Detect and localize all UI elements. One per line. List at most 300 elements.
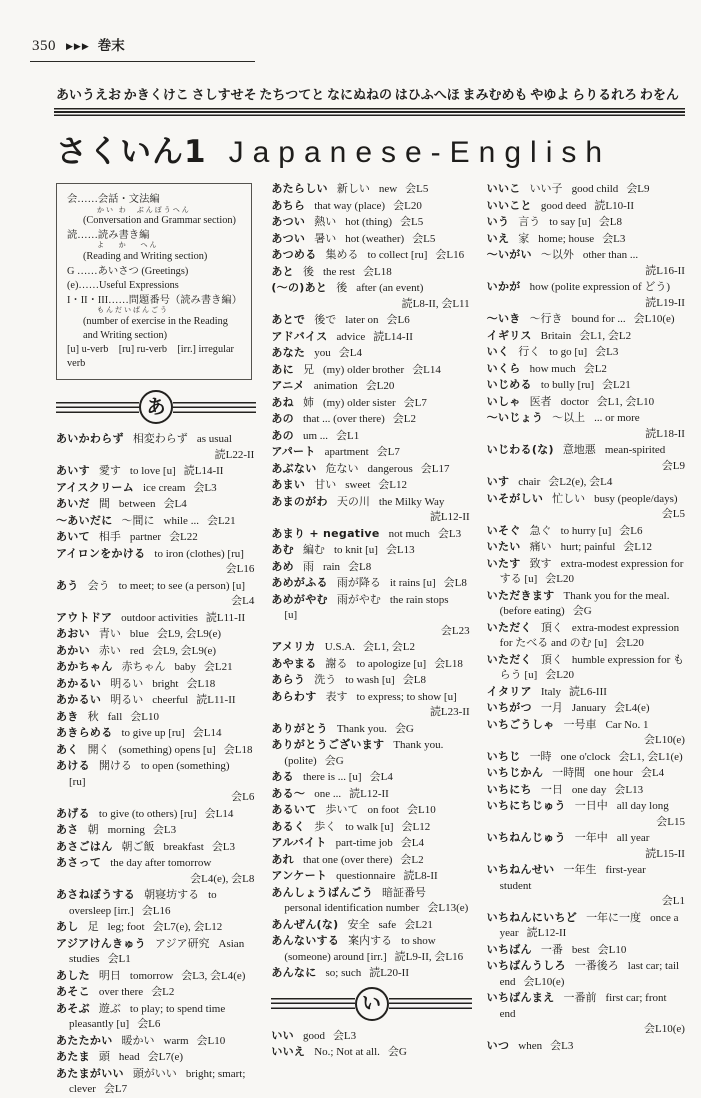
entry-ref-line	[500, 847, 687, 863]
dictionary-entry	[56, 578, 256, 610]
entry-ref: 会L18	[363, 265, 392, 278]
dictionary-entry	[271, 802, 471, 819]
entry-kana: いただく	[486, 620, 532, 634]
entry-kanji: 暖かい	[121, 1034, 155, 1047]
entry-kana: あき	[56, 709, 79, 723]
entry-kanji: 一時	[529, 750, 552, 763]
entry-english: the rest	[322, 265, 356, 278]
entry-english: to give up [ru]	[121, 727, 185, 740]
entry-english: to show (someone) around [irr.]	[284, 935, 436, 963]
dictionary-entry	[271, 819, 471, 836]
entry-kanji: 後	[336, 282, 348, 294]
entry-kanji: ～以上	[552, 412, 586, 424]
entry-kana: ～いじょう	[486, 411, 544, 424]
legend-item	[67, 265, 243, 279]
kana-group: なにぬねの	[326, 88, 392, 103]
legend-item	[67, 343, 243, 370]
entry-ref: 会L12	[378, 479, 408, 491]
entry-ref: 会L20	[545, 669, 574, 681]
entry-ref: 会L16	[141, 904, 171, 917]
entry-kanji: 天の川	[336, 495, 370, 508]
entry-english: between	[118, 498, 156, 511]
entry-ref: 会L2	[400, 853, 424, 866]
entry-kana: あいて	[56, 530, 90, 544]
entry-kanji: 暗証番号	[382, 886, 427, 899]
entry-ref: 会L3	[602, 232, 626, 245]
entry-kana: ～いがい	[486, 248, 532, 261]
dictionary-entry	[56, 758, 256, 806]
entry-english: the Milky Way	[378, 495, 445, 508]
entry-kana: いいこと	[486, 198, 532, 212]
entry-ref: 会L9, 会L9(e)	[151, 644, 217, 657]
entry-kanji: ～行き	[529, 313, 563, 325]
entry-kanji: 遊ぶ	[98, 1002, 121, 1015]
entry-kana: あの	[271, 412, 294, 425]
entry-kana: あさ	[56, 823, 79, 837]
dictionary-entry	[56, 529, 256, 546]
dictionary-entry	[56, 463, 256, 480]
entry-kanji: 致す	[529, 557, 552, 570]
entry-english: new	[378, 183, 398, 195]
dictionary-entry	[271, 428, 471, 445]
entry-kanji: 明日	[98, 969, 121, 982]
entry-ref: 会L1, 会L2	[363, 641, 415, 653]
entry-kana: あいだ	[56, 497, 90, 511]
entry-kana: あるく	[271, 819, 306, 833]
entry-ref-line	[500, 264, 687, 280]
legend-main-text: 会……会話・文法編	[67, 194, 160, 205]
entry-english: red	[129, 644, 144, 657]
entry-kana: アパート	[271, 445, 316, 458]
entry-english: cheerful	[152, 694, 189, 707]
entry-ref: 会L9	[626, 183, 650, 195]
dictionary-entry	[271, 378, 471, 395]
legend-main-text: I・II・III……問題番号（読み書き編）	[67, 294, 243, 306]
entry-english: morning	[107, 824, 145, 837]
dictionary-entry	[271, 329, 471, 346]
entry-kanji: 謝る	[325, 657, 348, 670]
entry-kanji: ～以外	[540, 249, 574, 261]
entry-kanji: 後で	[314, 314, 337, 326]
entry-ref-line	[69, 448, 256, 464]
entry-ref: 読L14-II	[183, 465, 224, 478]
entry-kana: いちねんにいちど	[486, 910, 578, 924]
dictionary-entry	[487, 474, 687, 491]
dictionary-entry	[56, 546, 256, 578]
entry-kana: あらわす	[271, 689, 317, 703]
entry-ref: 会L4	[338, 347, 362, 359]
entry-english: one o'clock	[560, 750, 611, 763]
dictionary-entry	[487, 700, 687, 717]
dictionary-entry	[271, 231, 471, 248]
entry-ref: 会L4	[231, 595, 255, 608]
dictionary-entry	[271, 559, 471, 576]
entry-kana: あつい	[271, 231, 306, 245]
entry-kanji: 集める	[325, 249, 359, 261]
dictionary-entry	[56, 1033, 256, 1050]
entry-kanji: 明るい	[110, 677, 144, 690]
entry-english: busy (people/days)	[594, 492, 678, 505]
entry-kana: あそぶ	[56, 1001, 90, 1015]
dictionary-entry	[271, 542, 471, 559]
entry-english: baby	[174, 661, 196, 674]
dictionary-entry	[487, 765, 687, 782]
entry-english: to wash [u]	[345, 674, 395, 686]
dictionary-entry	[271, 312, 471, 329]
page-header	[30, 34, 255, 62]
dictionary-entry	[271, 411, 471, 428]
entry-english: first car; front end	[499, 992, 667, 1020]
dictionary-entry	[487, 539, 687, 556]
entry-ref: 会L18	[186, 677, 216, 690]
dictionary-entry	[271, 345, 471, 362]
entry-english: as usual	[196, 433, 232, 446]
entry-ref: 読L12-II	[526, 927, 567, 939]
dictionary-entry	[56, 839, 256, 856]
entry-english: after (an event)	[356, 282, 424, 294]
entry-kanji: 兄	[302, 363, 314, 376]
entry-ref: 会L6	[137, 1018, 161, 1031]
entry-ref: 会L20	[545, 573, 574, 585]
entry-kanji: 開く	[87, 743, 110, 756]
entry-kanji: 熱い	[314, 216, 337, 228]
entry-kana: あつめる	[271, 248, 317, 261]
dictionary-entry	[487, 1038, 687, 1055]
entry-english: that way (place)	[314, 199, 386, 212]
entry-kana: あさねぼうする	[56, 888, 136, 902]
entry-ref: 会L13	[385, 544, 415, 556]
entry-english: good	[302, 1029, 325, 1042]
section-circle-label: あ	[139, 390, 173, 424]
entry-english: one ...	[314, 787, 342, 800]
dictionary-entry	[56, 806, 256, 823]
dictionary-entry	[271, 721, 471, 738]
entry-kana: いただきます	[486, 588, 555, 602]
header-section-label: 巻末	[97, 38, 125, 54]
entry-english: to walk [u]	[345, 820, 394, 833]
entry-kanji: 洗う	[314, 674, 337, 686]
dictionary-entry	[56, 887, 256, 919]
entry-kanji: 一時間	[552, 767, 586, 779]
entry-ref: 会L3	[152, 824, 177, 837]
entry-english: to open (something) [ru]	[69, 760, 230, 788]
entry-kanji: 雨が降る	[336, 577, 381, 589]
entry-kana: いちねんせい	[486, 863, 555, 876]
entry-english: bright	[152, 677, 179, 690]
entry-ref: 会L7(e)	[147, 1051, 184, 1064]
dictionary-entry	[271, 917, 471, 934]
entry-kanji: 頂く	[540, 621, 563, 634]
entry-kana: いつ	[486, 1038, 510, 1052]
entry-kanji: いい子	[529, 183, 563, 195]
entry-kana: あさごはん	[56, 839, 113, 853]
dictionary-entry	[271, 592, 471, 640]
entry-ref: 会L10(e)	[644, 1023, 685, 1035]
dictionary-entry	[487, 279, 687, 311]
dictionary-entry	[487, 830, 687, 862]
entry-kana: あつい	[271, 215, 306, 228]
entry-kana: アンケート	[271, 869, 328, 882]
entry-kana: あそこ	[56, 985, 90, 999]
dictionary-entry	[271, 933, 471, 965]
entry-ref-line	[69, 562, 256, 578]
entry-kanji: 一日	[540, 783, 563, 796]
entry-english: good child	[571, 183, 619, 195]
entry-english: one day	[571, 783, 607, 796]
kana-group: さしすせそ	[191, 88, 257, 103]
entry-ref: 会L5	[405, 183, 429, 195]
entry-kana: あたまがいい	[56, 1066, 124, 1080]
legend-item	[67, 279, 243, 293]
dictionary-entry	[271, 1044, 471, 1061]
entry-ref: 会L13(e)	[427, 902, 469, 914]
dictionary-entry	[487, 990, 687, 1038]
entry-ref: 会L10	[130, 710, 160, 723]
arrows-icon: ▶▶▶	[66, 41, 90, 51]
entry-english: to say [u]	[549, 216, 591, 228]
entry-kana: あく	[56, 742, 79, 756]
entry-ref: 会L21	[203, 661, 233, 674]
entry-kana: あし	[56, 920, 79, 934]
entry-kana: あむ	[271, 543, 294, 556]
entry-ref: 会L7	[403, 396, 427, 409]
entry-kana: あたらしい	[271, 182, 328, 195]
dictionary-entry	[56, 643, 256, 660]
entry-kana: あした	[56, 968, 90, 982]
entry-kana: イタリア	[486, 684, 532, 698]
dictionary-entry	[56, 936, 256, 968]
legend-furigana: かい わ ぶんぽうへん	[97, 205, 191, 214]
entry-kanji: 間	[98, 498, 110, 511]
column-right	[487, 181, 687, 1098]
entry-english: chair	[518, 476, 541, 488]
entry-kana: いちねんじゅう	[486, 831, 566, 844]
entry-ref: 会L3, 会L4(e)	[181, 969, 246, 982]
entry-english: doctor	[560, 395, 589, 408]
entry-kana: ある～	[271, 786, 306, 800]
entry-ref: 会L4(e), 会L8	[190, 872, 255, 885]
entry-english: No.; Not at all.	[314, 1046, 380, 1058]
entry-kana: あう	[56, 578, 79, 592]
dictionary-entry	[487, 361, 687, 378]
entry-kanji: 赤ちゃん	[121, 661, 166, 674]
entry-ref: 会L4(e)	[614, 702, 650, 714]
entry-english: Italy	[540, 685, 562, 698]
dictionary-entry	[56, 968, 256, 985]
entry-english: to love [u]	[129, 465, 176, 478]
entry-english: (my) older brother	[322, 363, 405, 376]
dictionary-entry	[487, 588, 687, 620]
entry-kana: イギリス	[486, 328, 532, 342]
entry-ref: 会L7	[103, 1083, 128, 1096]
legend-main-text: 読……読み書き編	[67, 229, 150, 241]
entry-kanji: 開ける	[98, 760, 132, 773]
entry-kana: あさって	[56, 856, 102, 870]
section-marker	[271, 987, 471, 1021]
entry-ref: 読L8-II	[403, 870, 438, 882]
entry-kana: ありがとう	[271, 721, 328, 735]
entry-ref: 会L12	[623, 541, 652, 553]
dictionary-entry	[271, 656, 471, 673]
entry-kanji: 一月	[540, 702, 563, 714]
entry-kana: あんなに	[271, 966, 317, 979]
entry-ref: 読L15-II	[645, 847, 685, 860]
entry-english: to hurry [u]	[560, 524, 612, 537]
entry-kana: アメリカ	[271, 640, 316, 653]
kana-group: たちつてと	[259, 88, 325, 103]
entry-kana: あきらめる	[56, 726, 113, 740]
dictionary-entry	[56, 725, 256, 742]
entry-english: not much	[388, 527, 430, 540]
entry-ref: 会L20	[615, 637, 644, 649]
dictionary-entry	[56, 480, 256, 497]
entry-ref-line	[500, 427, 687, 443]
entry-english: hurt; painful	[560, 541, 616, 553]
dictionary-entry	[56, 626, 256, 643]
kana-group: まみむめも	[462, 88, 528, 103]
entry-english: ice cream	[143, 481, 186, 494]
entry-english: Thank you for the meal. (before eating)	[499, 589, 670, 617]
entry-kana: いたす	[486, 556, 521, 570]
dictionary-entry	[487, 442, 687, 474]
dictionary-entry	[487, 942, 687, 959]
entry-kanji: 行く	[518, 346, 541, 358]
entry-ref: 会L1	[107, 953, 131, 966]
entry-ref-line	[500, 894, 687, 910]
entry-kanji: 会う	[87, 579, 110, 592]
kana-group: はひふへほ	[394, 88, 460, 103]
entry-ref: 読L12-II	[349, 787, 389, 800]
entry-kanji: 編む	[302, 544, 325, 556]
dictionary-entry	[487, 344, 687, 361]
entry-kana: あなた	[271, 346, 306, 359]
entry-kanji: 歩く	[314, 820, 337, 833]
entry-ref: 会L20	[393, 199, 422, 212]
entry-ref: 会L6	[619, 524, 643, 537]
legend-sub-text: (Conversation and Grammar section)	[83, 215, 236, 227]
entry-ref: 会L3	[193, 481, 217, 494]
entry-ref: 会L8	[443, 577, 467, 589]
entry-ref: 読L22-II	[214, 448, 255, 461]
kana-group: やゆよ	[530, 88, 570, 103]
entry-kanji: 歩いて	[325, 804, 359, 816]
entry-kanji: 暑い	[314, 232, 337, 245]
entry-kana: アドバイス	[271, 329, 328, 343]
dictionary-entry	[487, 798, 687, 830]
entry-ref: 会L21	[206, 514, 236, 527]
dictionary-entry	[487, 556, 687, 588]
entry-kana: いじわる(な)	[486, 443, 554, 456]
entry-english: extra-modest expression for たべる and のむ [u]	[499, 621, 680, 649]
dictionary-entry	[271, 280, 471, 312]
entry-kana: あめがやむ	[271, 592, 328, 606]
dictionary-entry	[487, 214, 687, 231]
entry-english: to go [u]	[549, 346, 588, 358]
entry-english: Thank you.	[336, 722, 387, 735]
entry-kana: あまのがわ	[271, 494, 328, 508]
entry-english: partner	[129, 531, 162, 544]
entry-english: outdoor activities	[121, 611, 198, 624]
dictionary-entry	[271, 444, 471, 461]
entry-ref-line	[500, 296, 687, 312]
entry-ref: 会L1, 会L10	[596, 395, 655, 408]
dictionary-entry	[56, 709, 256, 726]
entry-english: to apologize [u]	[356, 657, 427, 670]
entry-english: Thank you. (polite)	[284, 739, 444, 767]
entry-kana: いい	[271, 1028, 294, 1042]
dictionary-entry	[56, 496, 256, 513]
dictionary-entry	[487, 717, 687, 749]
dictionary-entry	[271, 198, 471, 215]
legend-furigana: もんだいばんごう	[97, 306, 169, 315]
entry-kanji: 一年中	[574, 832, 608, 844]
entry-ref: 読L10-II	[594, 199, 635, 212]
entry-english: to bully [ru]	[540, 379, 595, 391]
entry-ref-line	[69, 790, 256, 806]
entry-english: breakfast	[163, 840, 204, 853]
entry-english: ... or more	[594, 412, 640, 424]
entry-english: January	[571, 702, 607, 714]
entry-ref: 会L22	[169, 531, 198, 544]
entry-ref: 読L9-II, 会L16	[394, 950, 464, 963]
entry-english: Car No. 1	[605, 718, 649, 731]
entry-english: fall	[107, 710, 123, 723]
entry-ref: 会L10(e)	[523, 975, 565, 988]
dictionary-entry	[271, 769, 471, 786]
entry-ref: 会L10(e)	[633, 313, 675, 325]
entry-kana: いそぐ	[486, 523, 521, 537]
entry-english: good deed	[540, 199, 587, 212]
entry-ref: 会L4	[369, 771, 393, 783]
legend-item	[67, 229, 243, 264]
entry-ref-line	[69, 872, 256, 888]
entry-kana: あかい	[56, 643, 90, 657]
section-rule	[56, 402, 139, 413]
entry-ref-line	[500, 733, 687, 749]
dictionary-entry	[271, 214, 471, 231]
entry-english: extra-modest expression for する [u]	[499, 557, 684, 585]
dictionary-entry	[56, 1066, 256, 1098]
entry-ref: 会L2	[392, 413, 417, 425]
dictionary-entry	[487, 311, 687, 328]
dictionary-entry	[271, 264, 471, 281]
entry-ref: 会L18	[434, 657, 463, 670]
dictionary-entry	[56, 1001, 256, 1033]
dictionary-entry	[56, 513, 256, 530]
dictionary-entry	[271, 965, 471, 982]
entry-english: that ... (over there)	[302, 413, 385, 425]
dictionary-entry	[56, 676, 256, 693]
entry-english: tomorrow	[129, 969, 174, 982]
entry-kana: あめ	[271, 559, 294, 573]
entry-kana: アルバイト	[271, 836, 327, 849]
dictionary-entry	[487, 198, 687, 215]
entry-english: the rain stops [u]	[284, 593, 449, 621]
entry-kana: あやまる	[271, 656, 317, 670]
entry-english: advice	[336, 330, 366, 343]
entry-kanji: 頭がいい	[132, 1067, 177, 1080]
entry-kana: アイロンをかける	[56, 546, 146, 560]
entry-ref: 会L1	[336, 429, 360, 442]
entry-english: last car; tail end	[499, 960, 680, 988]
dictionary-entry	[56, 855, 256, 887]
entry-kanji: 忙しい	[552, 492, 586, 505]
entry-english: questionnaire	[336, 870, 396, 882]
entry-english: humble expression for もらう [u]	[499, 653, 684, 681]
entry-english: once a year	[499, 911, 679, 939]
entry-kanji: 甘い	[314, 479, 337, 491]
entry-english: um ...	[302, 429, 328, 442]
